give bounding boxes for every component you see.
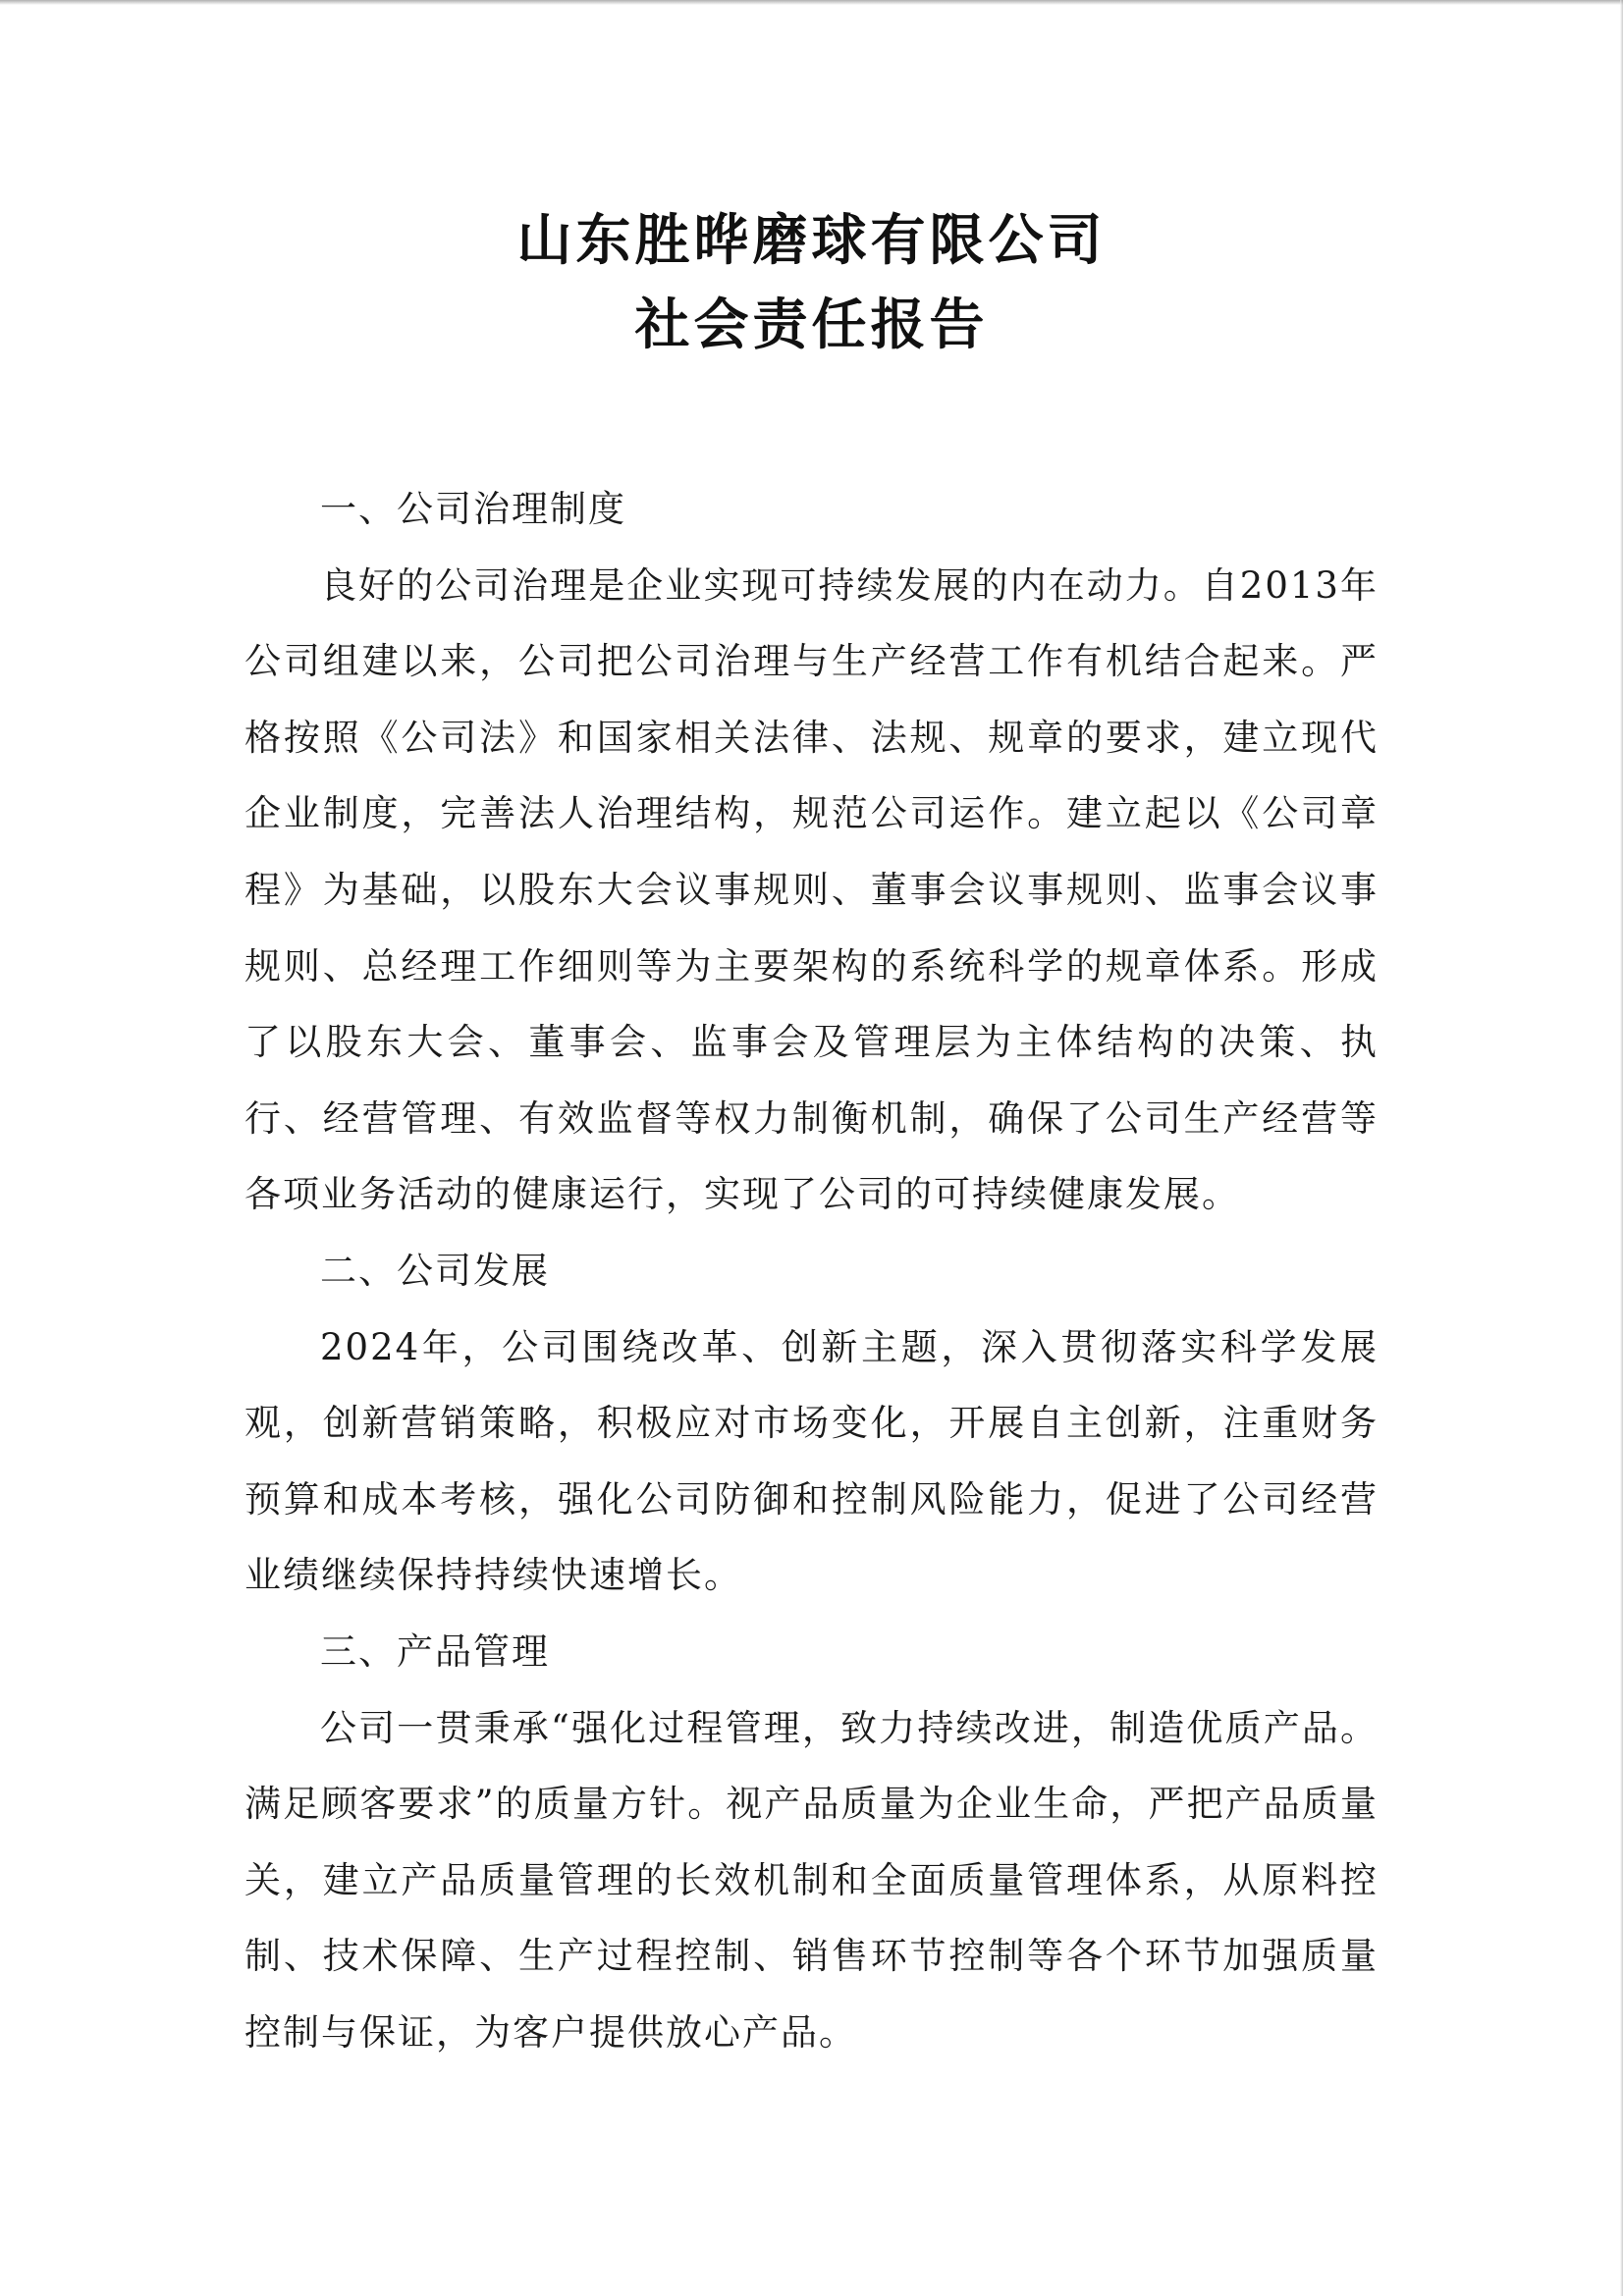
report-title: 社会责任报告 xyxy=(634,294,989,357)
section-heading: 一、公司治理制度 xyxy=(320,488,626,530)
section-paragraph: 良好的公司治理是企业实现可持续发展的内在动力。自2013年公司组建以来，公司把公司治理与生产经营工作有机结合起来。严格按照《公司法》和国家相关法律、法规、规章的要求，建立现代企业制度，完善法人治理结构，规范公司运作。建立起以《公司章程》为基础，以股东大会议事规则、董事会议事规则、监事会议事规则、总经理工作细则等为主要架构的系统科学的规章体系。形成了以股东大会、董事会、监事会及管理层为主体结构的决策、执行、经营管理、有效监督等权力制衡机制，确保了公司生产经营等各项业务活动的健康运行，实现了公司的可持续健康发展。 xyxy=(244,563,1379,1216)
scan-top-edge xyxy=(0,0,1623,5)
section-corporate-governance xyxy=(244,471,1379,1233)
section-heading: 二、公司发展 xyxy=(320,1249,550,1292)
section-heading: 三、产品管理 xyxy=(320,1629,550,1673)
section-paragraph: 公司一贯秉承“强化过程管理，致力持续改进，制造优质产品。满足顾客要求”的质量方针。视产品质量为企业生命，严把产品质量关，建立产品质量管理的长效机制和全面质量管理体系，从原料控制、技术保障、生产过程控制、销售环节控制等各个环节加强质量控制与保证，为客户提供放心产品。 xyxy=(244,1706,1379,2054)
section-paragraph: 2024年，公司围绕改革、创新主题，深入贯彻落实科学发展观，创新营销策略，积极应对市场变化，开展自主创新，注重财务预算和成本考核，强化公司防御和控制风险能力，促进了公司经营业绩继续保持持续快速增长。 xyxy=(244,1325,1379,1597)
section-product-management xyxy=(244,1614,1379,2071)
company-name-title: 山东胜晔磨球有限公司 xyxy=(516,209,1107,273)
section-company-development xyxy=(244,1233,1379,1614)
report-body xyxy=(244,471,1379,2070)
